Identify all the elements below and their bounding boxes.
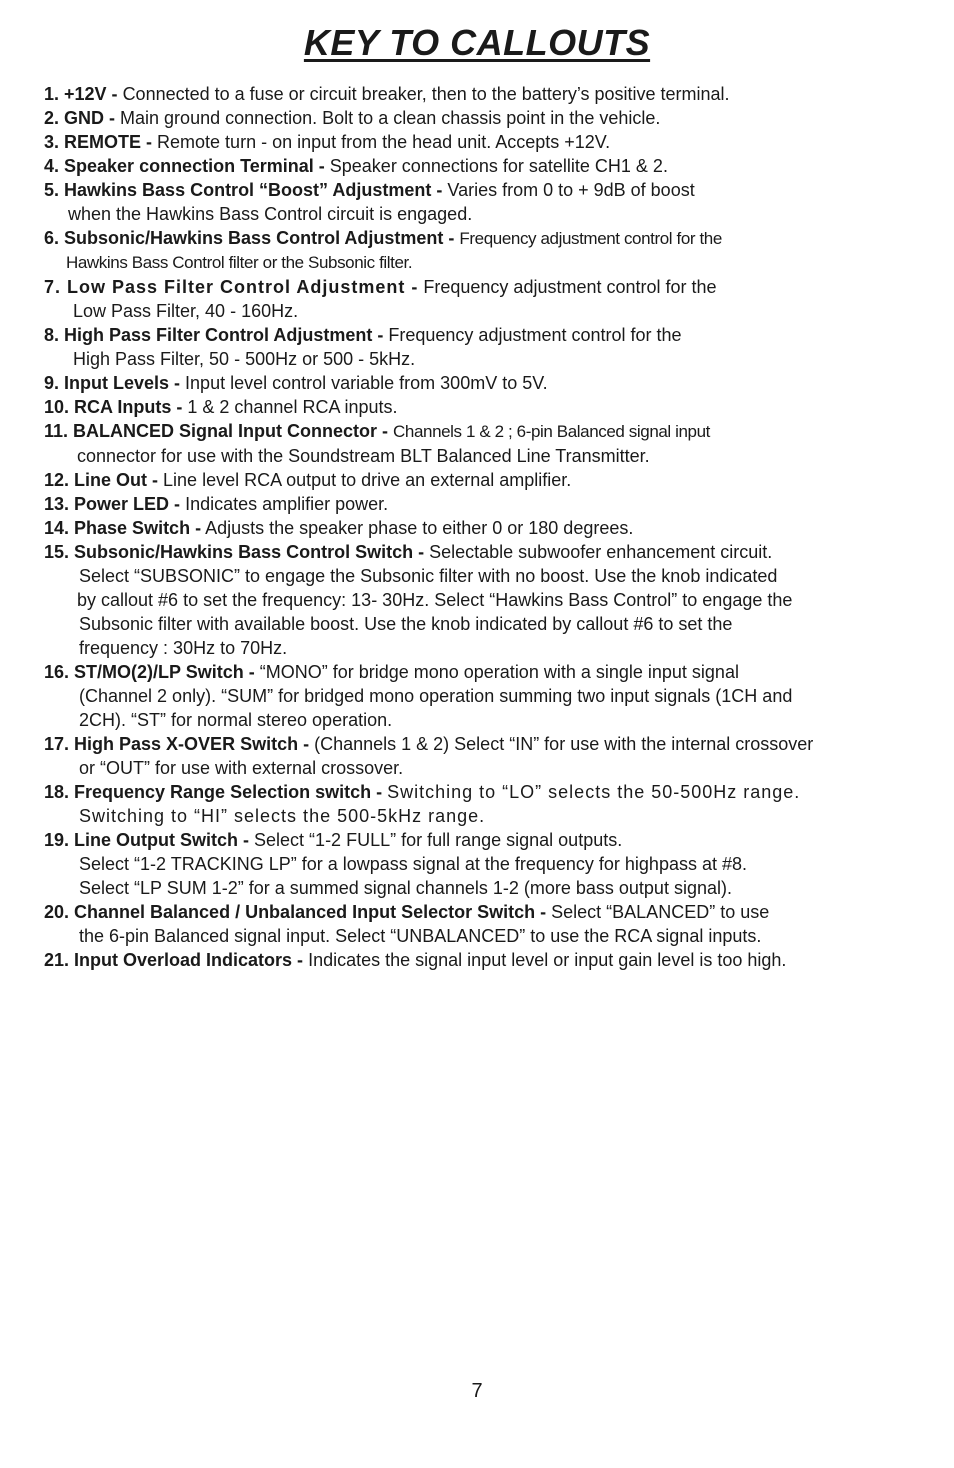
callout-description-continued: connector for use with the Soundstream BLT Balanced Line Transmitter. bbox=[77, 446, 650, 466]
callout-term: 5. Hawkins Bass Control “Boost” Adjustment - bbox=[44, 180, 443, 200]
callout-term: 13. Power LED - bbox=[44, 494, 181, 514]
callout-term: 14. Phase Switch - bbox=[44, 518, 202, 538]
callout-description-continued: 2CH). “ST” for normal stereo operation. bbox=[79, 710, 393, 730]
page-number: 7 bbox=[471, 1380, 483, 1402]
callout-description-continued: Hawkins Bass Control filter or the Subsonic filter. bbox=[66, 253, 413, 272]
callout-description-continued: frequency : 30Hz to 70Hz. bbox=[79, 638, 288, 658]
callout-description-continued: Subsonic filter with available boost. Use the knob indicated by callout #6 to set the bbox=[79, 614, 733, 634]
callout-description: Varies from 0 to + 9dB of boost bbox=[447, 180, 695, 200]
callout-description: Line level RCA output to drive an external amplifier. bbox=[163, 470, 572, 490]
callout-item bbox=[44, 540, 934, 660]
callout-description: Main ground connection. Bolt to a clean chassis point in the vehicle. bbox=[120, 108, 661, 128]
callout-description: Indicates the signal input level or input gain level is too high. bbox=[308, 950, 787, 970]
callout-description: (Channels 1 & 2) Select “IN” for use with the internal crossover bbox=[314, 734, 814, 754]
callout-description: Select “BALANCED” to use bbox=[551, 902, 770, 922]
callout-description: Input level control variable from 300mV to 5V. bbox=[185, 373, 548, 393]
callout-term: 19. Line Output Switch - bbox=[44, 830, 250, 850]
callout-description: “MONO” for bridge mono operation with a single input signal bbox=[259, 662, 739, 682]
callout-item bbox=[44, 106, 934, 130]
callout-description: Select “1-2 FULL” for full range signal outputs. bbox=[254, 830, 623, 850]
callout-term: 8. High Pass Filter Control Adjustment - bbox=[44, 325, 384, 345]
callout-description: Switching to “LO” selects the 50-500Hz range. bbox=[387, 782, 801, 802]
callout-term: 17. High Pass X-OVER Switch - bbox=[44, 734, 310, 754]
callout-item bbox=[44, 395, 934, 419]
callout-term: 6. Subsonic/Hawkins Bass Control Adjustment - bbox=[44, 228, 455, 248]
page-title: KEY TO CALLOUTS bbox=[303, 22, 651, 63]
callout-description: Frequency adjustment control for the bbox=[423, 277, 717, 297]
callout-description-continued: High Pass Filter, 50 - 500Hz or 500 - 5kHz. bbox=[73, 349, 416, 369]
callout-term: 15. Subsonic/Hawkins Bass Control Switch - bbox=[44, 542, 425, 562]
callout-item bbox=[44, 516, 934, 540]
callout-description-continued: Select “LP SUM 1-2” for a summed signal channels 1-2 (more bass output signal). bbox=[79, 878, 732, 898]
callout-description: Remote turn - on input from the head unit. Accepts +12V. bbox=[157, 132, 611, 152]
callout-description: Adjusts the speaker phase to either 0 or 180 degrees. bbox=[205, 518, 634, 538]
callout-list bbox=[44, 82, 934, 972]
callout-term: 12. Line Out - bbox=[44, 470, 159, 490]
callout-item bbox=[44, 660, 934, 732]
callout-term: 2. GND - bbox=[44, 108, 116, 128]
callout-item bbox=[44, 780, 934, 828]
callout-description: Speaker connections for satellite CH1 & 2. bbox=[329, 156, 668, 176]
callout-description-continued: or “OUT” for use with external crossover. bbox=[79, 758, 404, 778]
callout-term: 11. BALANCED Signal Input Connector - bbox=[44, 421, 389, 441]
callout-term: 4. Speaker connection Terminal - bbox=[44, 156, 325, 176]
callout-description-continued: by callout #6 to set the frequency: 13- 30Hz. Select “Hawkins Bass Control” to engage the bbox=[77, 590, 793, 610]
callout-item bbox=[44, 226, 934, 275]
callout-description: 1 & 2 channel RCA inputs. bbox=[187, 397, 398, 417]
callout-item bbox=[44, 948, 934, 972]
callout-term: 20. Channel Balanced / Unbalanced Input Selector Switch - bbox=[44, 902, 547, 922]
callout-item bbox=[44, 900, 934, 948]
callout-term: 16. ST/MO(2)/LP Switch - bbox=[44, 662, 255, 682]
callout-item bbox=[44, 82, 934, 106]
callout-item bbox=[44, 275, 934, 323]
callout-description: Indicates amplifier power. bbox=[185, 494, 389, 514]
callout-description-continued: Select “SUBSONIC” to engage the Subsonic filter with no boost. Use the knob indicated bbox=[79, 566, 778, 586]
callout-item bbox=[44, 323, 934, 371]
callout-term: 9. Input Levels - bbox=[44, 373, 181, 393]
callout-term: 7. Low Pass Filter Control Adjustment - bbox=[44, 277, 419, 297]
callout-description-continued: the 6-pin Balanced signal input. Select “UNBALANCED” to use the RCA signal inputs. bbox=[79, 926, 762, 946]
callout-description: Frequency adjustment control for the bbox=[388, 325, 682, 345]
callout-item bbox=[44, 828, 934, 900]
callout-item bbox=[44, 732, 934, 780]
callout-description: Selectable subwoofer enhancement circuit. bbox=[429, 542, 773, 562]
callout-description: Connected to a fuse or circuit breaker, then to the battery’s positive terminal. bbox=[122, 84, 730, 104]
callout-term: 21. Input Overload Indicators - bbox=[44, 950, 304, 970]
callout-description: Frequency adjustment control for the bbox=[459, 229, 722, 248]
callout-term: 10. RCA Inputs - bbox=[44, 397, 183, 417]
callout-description-continued: Select “1-2 TRACKING LP” for a lowpass signal at the frequency for highpass at #8. bbox=[79, 854, 747, 874]
callout-term: 1. +12V - bbox=[44, 84, 118, 104]
callout-term: 3. REMOTE - bbox=[44, 132, 153, 152]
callout-description-continued: (Channel 2 only). “SUM” for bridged mono operation summing two input signals (1CH and bbox=[79, 686, 793, 706]
callout-description: Channels 1 & 2 ; 6-pin Balanced signal input bbox=[393, 422, 710, 441]
callout-description-continued: Low Pass Filter, 40 - 160Hz. bbox=[73, 301, 299, 321]
callout-item bbox=[44, 178, 934, 226]
callout-item bbox=[44, 492, 934, 516]
callout-description-continued: when the Hawkins Bass Control circuit is engaged. bbox=[68, 204, 473, 224]
callout-description-continued: Switching to “HI” selects the 500-5kHz range. bbox=[79, 806, 486, 826]
callout-item bbox=[44, 371, 934, 395]
callout-item bbox=[44, 154, 934, 178]
callout-term: 18. Frequency Range Selection switch - bbox=[44, 782, 383, 802]
callout-item bbox=[44, 468, 934, 492]
callout-item bbox=[44, 130, 934, 154]
callout-item bbox=[44, 419, 934, 468]
